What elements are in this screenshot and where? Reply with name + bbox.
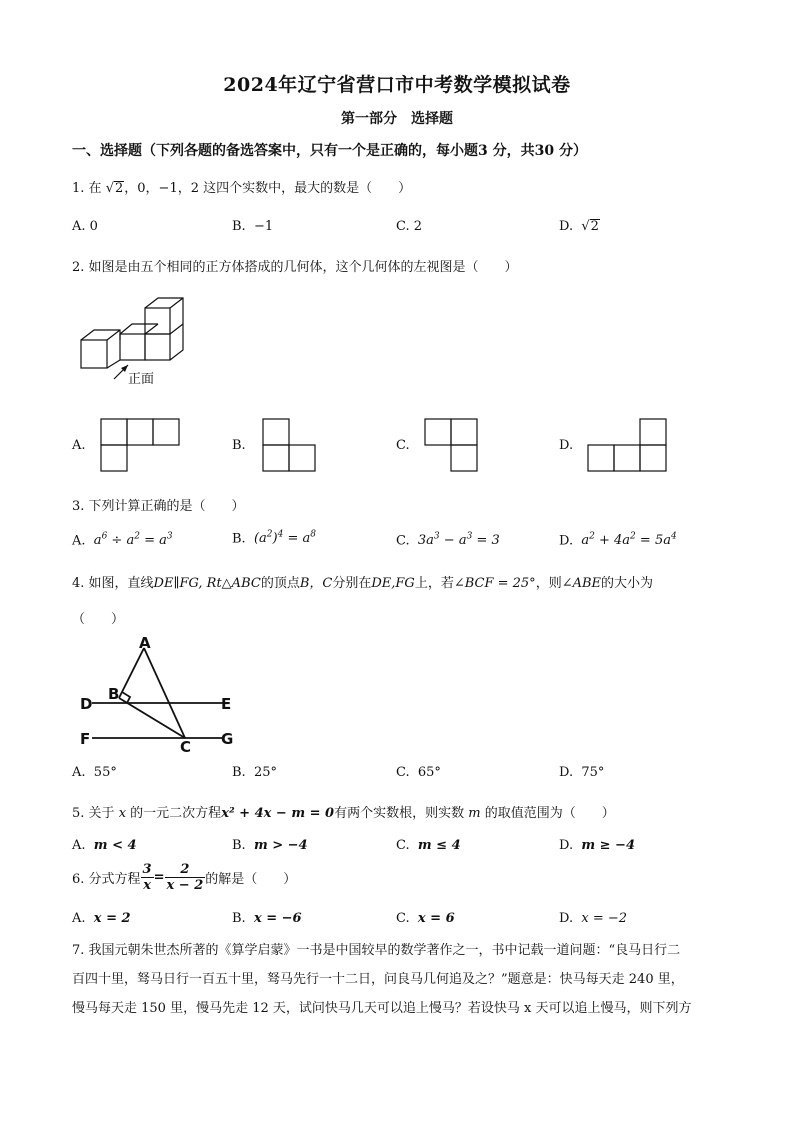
- exam-title: 2024年辽宁省营口市中考数学模拟试卷: [223, 74, 571, 96]
- question-7: [72, 936, 732, 1023]
- question-7-line-1: 7. 我国元朝朱世杰所著的《算学启蒙》一书是中国较早的数学著作之一，书中记载一道问题：“良马日行二: [72, 943, 681, 958]
- question-7-line-2: 百四十里，驽马日行一百五十里，驽马先行一十二日，问良马几何追及之？”题意是：快马每天走 240 里，: [72, 972, 684, 987]
- q1-option-d[interactable]: D. √2: [559, 219, 599, 234]
- question-text-post: ，0，−1，2 这四个实数中，最大的数是（ ）: [124, 181, 412, 196]
- q6-option-a[interactable]: A. x = 2: [72, 911, 131, 926]
- question-5: 5. 关于 x 的一元二次方程x² + 4x − m = 0有两个实数根，则实数 m 的取值范围为（ ）: [72, 806, 615, 821]
- q3-option-a[interactable]: A. $a^6 \div a^2 = a^3$: [72, 532, 173, 549]
- question-3: 3. 下列计算正确的是（ ）: [72, 499, 245, 514]
- q1-option-c[interactable]: C. 2: [396, 219, 423, 234]
- q4-geometry-figure: [72, 634, 242, 756]
- question-4-paren: （ ）: [72, 612, 125, 627]
- q3-option-b[interactable]: B. $(a^2)^4 = a^8$: [232, 530, 316, 547]
- q2-option-d-view[interactable]: [587, 418, 669, 474]
- q2-option-a-view[interactable]: [100, 418, 182, 474]
- q3-option-c[interactable]: C. $3a^3 - a^3 = 3$: [396, 532, 500, 549]
- q2-option-d-label[interactable]: D.: [559, 438, 574, 453]
- q3-option-d[interactable]: D. $a^2 + 4a^2 = 5a^4$: [559, 532, 677, 549]
- fraction-right: $\frac{2}{x - 2}$: [166, 862, 204, 893]
- point-b-label: B: [108, 685, 120, 703]
- q5-option-b[interactable]: B. m > −4: [232, 838, 308, 853]
- question-number: 1.: [72, 181, 85, 196]
- question-2: 2. 如图是由五个相同的正方体搭成的几何体，这个几何体的左视图是（ ）: [72, 260, 518, 275]
- sqrt-expression: √2: [105, 181, 124, 196]
- q2-option-c-label[interactable]: C.: [396, 438, 410, 453]
- question-text-pre: 在: [88, 181, 102, 196]
- section-heading: 一、选择题（下列各题的备选答案中，只有一个是正确的，每小题3 分，共30 分）: [72, 143, 587, 159]
- q2-option-c-view[interactable]: [424, 418, 480, 474]
- question-7-line-3: 慢马每天走 150 里，慢马先走 12 天，试问快马几天可以追上慢马？若设快马 x 天可以追上慢马，则下列方: [72, 1001, 692, 1016]
- fraction-left: $\frac{3}{x}$: [142, 862, 152, 893]
- q4-option-d[interactable]: D. 75°: [559, 765, 605, 780]
- point-d-label: D: [80, 695, 93, 713]
- q1-option-a[interactable]: A. 0: [72, 219, 98, 234]
- question-6: 6. 分式方程 $\frac{3}{x}$ = $\frac{2}{x - 2}$ 的解是（ ）: [72, 862, 297, 893]
- question-1: [72, 177, 411, 196]
- q2-option-b-view[interactable]: [262, 418, 318, 474]
- point-f-label: F: [80, 730, 91, 748]
- q5-option-d[interactable]: D. m ≥ −4: [559, 838, 635, 853]
- q6-option-b[interactable]: B. x = −6: [232, 911, 302, 926]
- q2-option-a-label[interactable]: A.: [72, 438, 86, 453]
- question-4: 4. 如图，直线DE∥FG, Rt△ABC的顶点B，C分别在DE,FG上，若∠BCF = 25°，则∠ABE的大小为: [72, 576, 654, 591]
- q5-option-c[interactable]: C. m ≤ 4: [396, 838, 461, 853]
- part-subtitle: 第一部分 选择题: [341, 111, 453, 127]
- q4-option-a[interactable]: A. 55°: [72, 765, 117, 780]
- point-a-label: A: [139, 634, 151, 652]
- q6-option-c[interactable]: C. x = 6: [396, 911, 455, 926]
- point-e-label: E: [221, 695, 232, 713]
- front-label: 正面: [128, 372, 155, 387]
- q2-option-b-label[interactable]: B.: [232, 438, 246, 453]
- q4-option-b[interactable]: B. 25°: [232, 765, 277, 780]
- q5-option-a[interactable]: A. m < 4: [72, 838, 137, 853]
- point-c-label: C: [180, 738, 192, 756]
- q1-option-b[interactable]: B. −1: [232, 219, 274, 234]
- point-g-label: G: [221, 730, 234, 748]
- q4-option-c[interactable]: C. 65°: [396, 765, 441, 780]
- q6-option-d[interactable]: D. x = −2: [559, 911, 628, 926]
